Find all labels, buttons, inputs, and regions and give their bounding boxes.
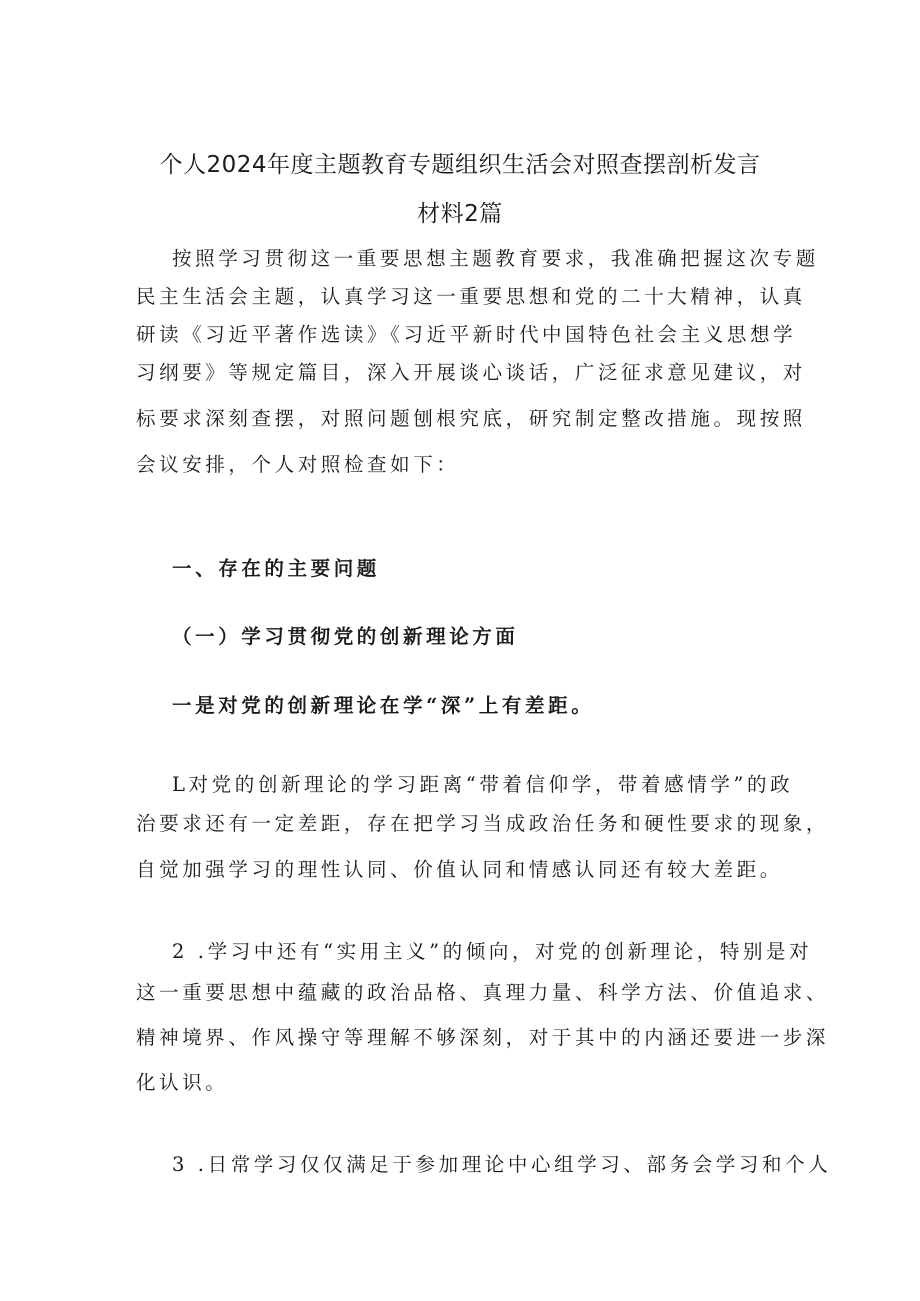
intro-line: 习纲要》等规定篇目，深入开展谈心谈话，广泛征求意见建议，对 <box>136 361 806 384</box>
subsection-heading: （一）学习贯彻党的创新理论方面 <box>172 625 519 648</box>
item2-line: 这一重要思想中蕴藏的政治品格、真理力量、科学方法、价值追求、 <box>136 981 830 1004</box>
item3-line: 3 .日常学习仅仅满足于参加理论中心组学习、部务会学习和个人 <box>172 1153 832 1176</box>
intro-line: 民主生活会主题，认真学习这一重要思想和党的二十大精神，认真 <box>136 285 806 308</box>
section-heading: 一、存在的主要问题 <box>172 557 380 580</box>
item1-line: L对党的创新理论的学习距离“带着信仰学，带着感情学”的政 <box>172 773 794 796</box>
item1-line: 自觉加强学习的理性认同、价值认同和情感认同还有较大差距。 <box>136 858 783 881</box>
item2-line: 精神境界、作风操守等理解不够深刻，对于其中的内涵还要进一步深 <box>136 1026 830 1049</box>
intro-line: 按照学习贯彻这一重要思想主题教育要求，我准确把握这次专题 <box>172 247 819 270</box>
document-title-line-1: 个人2024年度主题教育专题组织生活会对照查摆剖析发言 <box>159 152 761 178</box>
intro-line: 研读《习近平著作选读》《习近平新时代中国特色社会主义思想学 <box>136 323 797 346</box>
document-title-line-2: 材料2篇 <box>417 201 503 227</box>
item2-line: 化认识。 <box>136 1071 229 1094</box>
intro-line: 会议安排，个人对照检查如下： <box>136 453 460 476</box>
item2-line: 2 .学习中还有“实用主义”的倾向，对党的创新理论，特别是对 <box>172 940 813 963</box>
intro-line: 标要求深刻查摆，对照问题刨根究底，研究制定整改措施。现按照 <box>136 407 806 430</box>
item1-line: 治要求还有一定差距，存在把学习当成政治任务和硬性要求的现象， <box>136 812 830 835</box>
point-heading: 一是对党的创新理论在学“深”上有差距。 <box>172 694 595 717</box>
